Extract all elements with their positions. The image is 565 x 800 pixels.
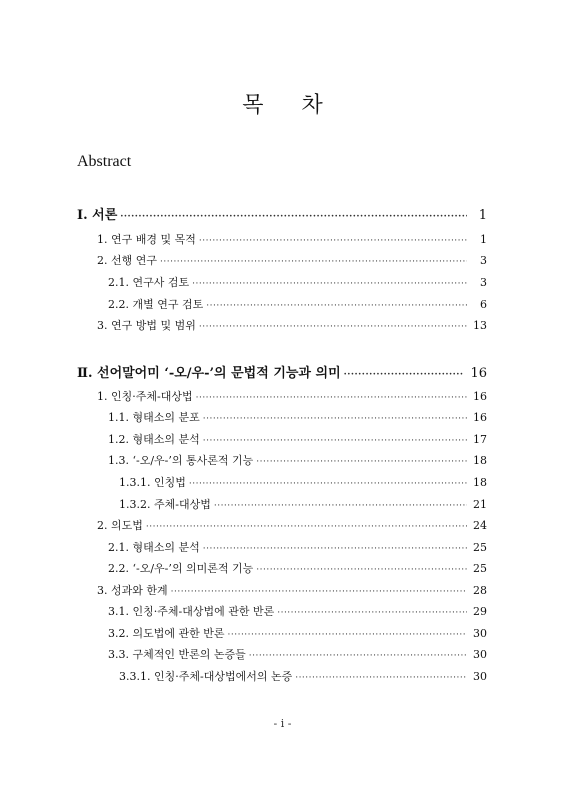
toc-entry[interactable] xyxy=(119,496,487,516)
toc-entry-page: 30 xyxy=(473,670,487,683)
toc-leader-dots xyxy=(344,370,465,380)
page-title-first-char: 목 xyxy=(242,93,264,118)
toc-entry-page: 30 xyxy=(473,627,487,640)
toc-leader-dots xyxy=(189,479,467,489)
toc-leader-dots xyxy=(160,257,467,267)
toc-entry-page: 25 xyxy=(473,562,487,575)
toc-entry-label: 3.1. 인칭·주체-대상법에 관한 반론 xyxy=(108,605,275,618)
toc-entry[interactable] xyxy=(97,582,487,602)
toc-entry[interactable] xyxy=(108,625,487,645)
toc-leader-dots xyxy=(295,673,467,683)
toc-entry-page: 29 xyxy=(473,605,487,618)
toc-entry-page: 1 xyxy=(480,233,487,246)
toc-entry-label: 2. 선행 연구 xyxy=(97,254,157,267)
toc-entry-page: 6 xyxy=(480,298,487,311)
toc-entry-label: Ⅰ. 서론 xyxy=(77,208,118,223)
toc-leader-dots xyxy=(199,236,467,246)
toc-leader-dots xyxy=(196,393,467,403)
toc-entry[interactable] xyxy=(97,317,487,337)
toc-entry-page: 30 xyxy=(473,648,487,661)
toc-entry-label: 3.3. 구체적인 반론의 논증들 xyxy=(108,648,246,661)
toc-entry-label: 3.3.1. 인칭·주체-대상법에서의 논증 xyxy=(119,670,293,683)
toc-entry[interactable] xyxy=(119,668,487,688)
toc-leader-dots xyxy=(203,544,467,554)
toc-leader-dots xyxy=(256,565,467,575)
toc-leader-dots xyxy=(203,414,467,424)
toc-entry[interactable] xyxy=(97,388,487,408)
toc-entry-page: 24 xyxy=(473,519,487,532)
toc-chapter[interactable] xyxy=(77,362,487,382)
abstract-heading[interactable]: Abstract xyxy=(77,153,132,170)
toc-entry[interactable] xyxy=(108,431,487,451)
toc-leader-dots xyxy=(199,322,467,332)
toc-entry-page: 18 xyxy=(473,476,487,489)
toc-leader-dots xyxy=(192,279,467,289)
toc-entry-page: 16 xyxy=(473,390,487,403)
toc-leader-dots xyxy=(120,212,467,222)
toc-leader-dots xyxy=(214,501,467,511)
toc-leader-dots xyxy=(277,608,467,618)
toc-entry[interactable] xyxy=(108,409,487,429)
toc-entry-label: 1. 인칭·주체-대상법 xyxy=(97,390,193,403)
toc-entry[interactable] xyxy=(119,474,487,494)
toc-entry[interactable] xyxy=(108,539,487,559)
toc-leader-dots xyxy=(203,436,467,446)
toc-entry-page: 16 xyxy=(470,366,487,381)
toc-entry-page: 21 xyxy=(473,498,487,511)
toc-entry[interactable] xyxy=(108,452,487,472)
toc-entry-label: 2.1. 연구사 검토 xyxy=(108,276,190,289)
toc-leader-dots xyxy=(249,651,467,661)
page-title-second-char: 차 xyxy=(301,93,323,118)
toc-entry-page: 16 xyxy=(473,411,487,424)
toc-leader-dots xyxy=(206,301,467,311)
toc-entry-page: 3 xyxy=(480,254,487,267)
toc-entry[interactable] xyxy=(108,296,487,316)
toc-entry[interactable] xyxy=(108,603,487,623)
toc-entry-label: 3. 연구 방법 및 범위 xyxy=(97,319,196,332)
toc-leader-dots xyxy=(228,630,468,640)
toc-entry-label: 2.2. 개별 연구 검토 xyxy=(108,298,204,311)
toc-entry-label: 1.2. 형태소의 분석 xyxy=(108,433,200,446)
toc-entry[interactable] xyxy=(97,231,487,251)
toc-entry-label: 1.1. 형태소의 분포 xyxy=(108,411,200,424)
toc-entry-page: 3 xyxy=(480,276,487,289)
toc-entry-page: 17 xyxy=(473,433,487,446)
toc-entry-label: 3. 성과와 한계 xyxy=(97,584,168,597)
toc-entry-page: 28 xyxy=(473,584,487,597)
toc-entry-label: Ⅱ. 선어말어미 ‘-오/우-’의 문법적 기능과 의미 xyxy=(77,366,341,381)
toc-entry-label: 2.2. ‘-오/우-’의 의미론적 기능 xyxy=(108,562,254,575)
toc-leader-dots xyxy=(256,457,467,467)
toc-entry-page: 18 xyxy=(473,454,487,467)
page-number-footer: - i - xyxy=(273,717,292,730)
page-title xyxy=(0,88,565,119)
toc-entry[interactable] xyxy=(108,646,487,666)
toc-entry-label: 3.2. 의도법에 관한 반론 xyxy=(108,627,225,640)
toc-entry[interactable] xyxy=(97,252,487,272)
toc-entry[interactable] xyxy=(108,274,487,294)
toc-entry[interactable] xyxy=(108,560,487,580)
toc-chapter[interactable] xyxy=(77,204,487,224)
toc-entry-label: 1. 연구 배경 및 목적 xyxy=(97,233,196,246)
toc-entry-page: 25 xyxy=(473,541,487,554)
toc-entry[interactable] xyxy=(97,517,487,537)
toc-entry-label: 1.3.1. 인칭법 xyxy=(119,476,186,489)
toc-leader-dots xyxy=(171,587,467,597)
toc-entry-page: 13 xyxy=(473,319,487,332)
toc-entry-label: 1.3. ‘-오/우-’의 통사론적 기능 xyxy=(108,454,254,467)
toc-leader-dots xyxy=(146,522,467,532)
toc-entry-label: 2. 의도법 xyxy=(97,519,143,532)
toc-entry-label: 2.1. 형태소의 분석 xyxy=(108,541,200,554)
toc-entry-label: 1.3.2. 주체-대상법 xyxy=(119,498,211,511)
toc-entry-page: 1 xyxy=(478,208,487,223)
